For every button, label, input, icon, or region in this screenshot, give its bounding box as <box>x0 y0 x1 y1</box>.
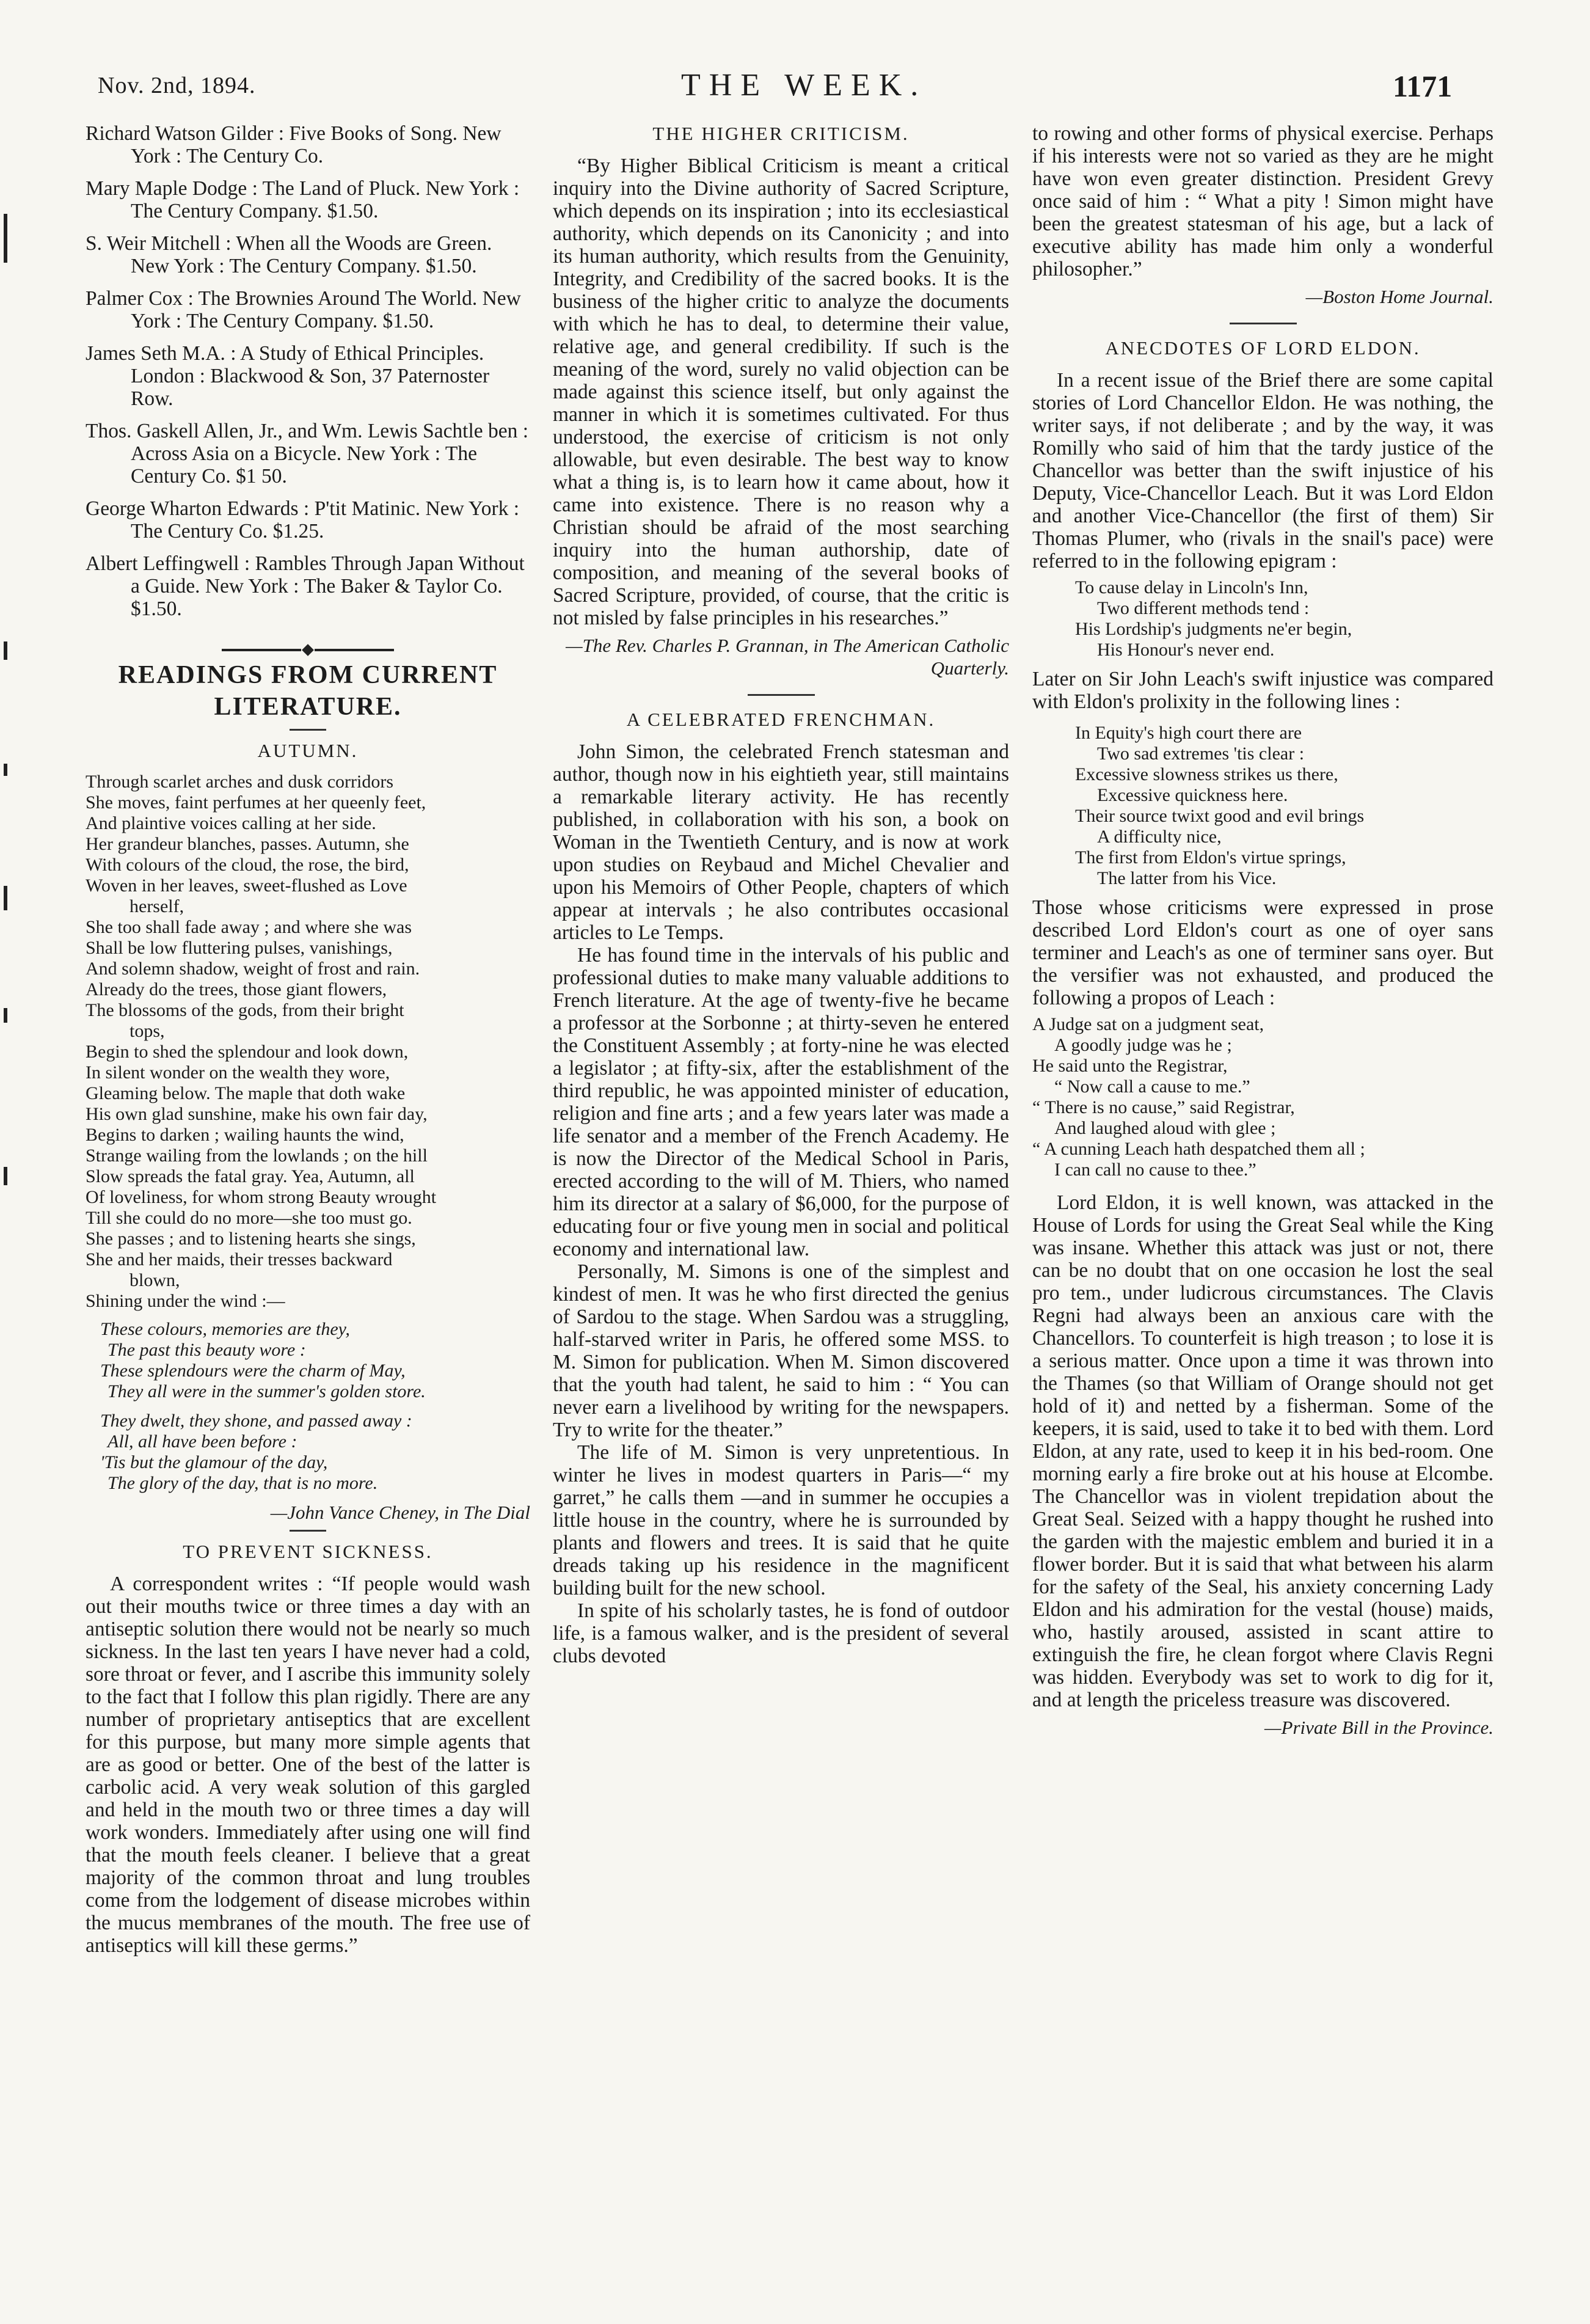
song-line: They dwelt, they shone, and passed away : <box>100 1411 412 1431</box>
poem-line: Already do the trees, those giant flowers, <box>86 979 387 999</box>
epigram-line: The first from Eldon's virtue springs, <box>1075 847 1346 868</box>
book-entry: Albert Leffingwell : Rambles Through Japan Without a Guide. New York : The Baker & Taylor Co. $1.50. <box>86 552 525 620</box>
epigram-line: Excessive slowness strikes us there, <box>1075 764 1338 784</box>
poem-line: Through scarlet arches and dusk corridors <box>86 772 393 792</box>
poem-line: Her grandeur blanches, passes. Autumn, she <box>86 834 409 854</box>
epigram-line: “ There is no cause,” said Registrar, <box>1032 1097 1295 1117</box>
epigram-line: Two sad extremes 'tis clear : <box>1097 744 1305 764</box>
poem-line: Slow spreads the fatal gray. Yea, Autumn, all <box>86 1166 415 1186</box>
song-line: 'Tis but the glamour of the day, <box>100 1452 328 1472</box>
poem-line: Strange wailing from the lowlands ; on the hill <box>86 1146 428 1166</box>
frenchman-paragraph: The life of M. Simon is very unpretentious. In winter he lives in modest quarters in Paris—“ my garret,” he calls them —and in summer he occupies a little house in the country, where he is surrounded by plants and flowers and trees. It is said that he quite dreads taking up his residence in the magnificent building built for the new school. <box>553 1441 1009 1599</box>
epigram-line: The latter from his Vice. <box>1097 868 1277 888</box>
song-line: The past this beauty wore : <box>108 1340 306 1360</box>
eldon-title: ANECDOTES OF LORD ELDON. <box>1105 337 1421 359</box>
autumn-poem <box>86 772 530 1312</box>
frenchman-paragraph: He has found time in the intervals of his public and professional duties to make many valuable additions to French literature. At the age of twenty-five he became a professor at the Sorbonne ; at thirty-seven he entered the Constituent Assembly ; at forty-nine he was elected a legislator ; at fifty-six, after the establishment of the third republic, he was appointed minister of education, religion and fine arts ; and a few years later was made a life senator and a member of the French Academy. He is now the Director of the Medical School in Paris, erected according to the will of M. Thiers, who named him its director at a salary of $6,000, for the purpose of educating four or five young men in social and political economy and international law. <box>553 944 1009 1260</box>
rule <box>290 1530 326 1532</box>
book-entry: Thos. Gaskell Allen, Jr., and Wm. Lewis Sachtle ben : Across Asia on a Bicycle. New York : The Century Co. $1 50. <box>86 420 529 488</box>
epigram-line: Excessive quickness here. <box>1097 785 1288 805</box>
book-entry: Richard Watson Gilder : Five Books of Song. New York : The Century Co. <box>86 122 501 167</box>
poem-line: In silent wonder on the wealth they wore, <box>86 1062 390 1083</box>
frenchman-paragraph: In spite of his scholarly tastes, he is fond of outdoor life, is a famous walker, and is the president of several clubs devoted <box>553 1599 1009 1667</box>
eldon-paragraph: Later on Sir John Leach's swift injustice was compared with Eldon's prolixity in the following lines : <box>1032 668 1493 713</box>
poem-line: Begin to shed the splendour and look down, <box>86 1042 409 1062</box>
epigram-line: A Judge sat on a judgment seat, <box>1032 1014 1264 1034</box>
autumn-attribution: —John Vance Cheney, in The Dial <box>270 1502 530 1523</box>
poem-line: With colours of the cloud, the rose, the bird, <box>86 855 409 875</box>
poem-line: Shall be low fluttering pulses, vanishings, <box>86 938 393 958</box>
epigram-line: In Equity's high court there are <box>1075 723 1302 743</box>
poem-line: Begins to darken ; wailing haunts the wind, <box>86 1125 404 1145</box>
book-entry: Mary Maple Dodge : The Land of Pluck. New York : The Century Company. $1.50. <box>86 177 520 222</box>
epigram-line: He said unto the Registrar, <box>1032 1056 1228 1076</box>
poem-line: And plaintive voices calling at her side. <box>86 813 376 833</box>
book-list <box>86 122 530 620</box>
song-line: The glory of the day, that is no more. <box>108 1473 378 1493</box>
readings-heading-line2: LITERATURE. <box>214 693 402 721</box>
book-entry: Palmer Cox : The Brownies Around The World. New York : The Century Company. $1.50. <box>86 287 521 332</box>
epigram-line: A goodly judge was he ; <box>1054 1035 1232 1055</box>
higher-criticism-title: THE HIGHER CRITICISM. <box>652 123 910 144</box>
poem-line: The blossoms of the gods, from their bright <box>86 1000 404 1020</box>
autumn-title: AUTUMN. <box>257 740 359 761</box>
frenchman-paragraph: John Simon, the celebrated French statesman and author, though now in his eightieth year, still maintains a remarkable literary activity. He has recently published, in collaboration with his son, a book on Woman in the Twentieth Century, and is now at work upon studies on Reybaud and Michel Chevalier and upon his Memoirs of Other People, chapters of which appear at intervals ; he also contributes occasional articles to Le Temps. <box>553 740 1009 944</box>
epigram-line: “ A cunning Leach hath despatched them all ; <box>1032 1139 1365 1159</box>
epigram-line: To cause delay in Lincoln's Inn, <box>1075 577 1308 597</box>
poem-line: She passes ; and to listening hearts she sings, <box>86 1229 416 1249</box>
higher-criticism-body: “By Higher Biblical Criticism is meant a critical inquiry into the Divine authority of Sacred Scripture, which depends on its inspiration ; into its ecclesiastical authority, which depends on its Canonicity ; and into its human authority, which results from the Genuinity, Integrity, and Credibility of the sacred books. It is the business of the higher critic to analyze the documents with which he has to deal, to determine their value, relative age, and general credibility. If such is the meaning of the word, surely no valid objection can be made against this science itself, but only against the manner in which it is sometimes cultivated. For thus understood, the exercise of criticism is not only allowable, but even desirable. The best way to know what a thing is, is to learn how it came about, how it came into existence. There is no reason why a Christian should be afraid of the most searching inquiry into the human authorship, date of composition, and meaning of the several books of Sacred Scripture, provided, of course, that the critic is not misled by false principles in his researches.” <box>553 155 1009 629</box>
epigram-line: Their source twixt good and evil brings <box>1075 806 1365 826</box>
epigram <box>1032 723 1493 889</box>
book-entry: S. Weir Mitchell : When all the Woods are Green. New York : The Century Company. $1.50. <box>86 232 492 277</box>
poem-line: blown, <box>129 1270 180 1290</box>
autumn-song <box>86 1319 530 1494</box>
book-entry: George Wharton Edwards : P'tit Matinic. New York : The Century Co. $1.25. <box>86 497 520 543</box>
rule <box>1230 323 1297 324</box>
rule <box>290 729 326 731</box>
epigram-line: I can call no cause to thee.” <box>1054 1160 1256 1180</box>
column-3 <box>1032 122 1493 1739</box>
sickness-body: A correspondent writes : “If people would wash out their mouths twice or three times a day with an antiseptic solution there would not be nearly so much sickness. In the last ten years I have never had a cold, sore throat or fever, and I ascribe this immunity solely to the fact that I follow this plan rigidly. There are any number of proprietary antiseptics that are excellent for this purpose, but many more simple agents that are as good or better. One of the best of the latter is carbolic acid. A very weak solution of this gargled and held in the mouth two or three times a day will work wonders. Immediately after using one will find that the mouth feels cleaner. I believe that a great majority of the common throat and lung troubles come from the lodgement of disease microbes within the mucus membranes of the mouth. The free use of antiseptics will kill these germs.” <box>86 1573 530 1957</box>
frenchman-paragraph: Personally, M. Simons is one of the simplest and kindest of men. It was he who first directed the genius of Sardou to the stage. When Sardou was a struggling, half-starved writer in Paris, he offered some MSS. to M. Simon for publication. When M. Simon discovered that the youth had talent, he said to him : “ You can never earn a livelihood by writing for the newspapers. Try to write for the theater.” <box>553 1260 1009 1441</box>
poem-line: Till she could do no more—she too must go. <box>86 1208 412 1228</box>
poem-line: She moves, faint perfumes at her queenly feet, <box>86 792 426 813</box>
eldon-paragraph: Those whose criticisms were expressed in prose described Lord Eldon's court as one of oyer sans terminer and Leach's as one of terminer sans oyer. But the versifier was not exhausted, and produced the following a propos of Leach : <box>1032 896 1493 1009</box>
issue-date: Nov. 2nd, 1894. <box>98 73 256 98</box>
page-number: 1171 <box>1393 69 1453 103</box>
poem-line: herself, <box>129 896 184 916</box>
rule <box>748 694 815 696</box>
poem-line: tops, <box>129 1021 165 1041</box>
poem-line: Gleaming below. The maple that doth wake <box>86 1083 406 1103</box>
frenchman-continued: to rowing and other forms of physical exercise. Perhaps if his interests were not so varied as they are he might have won even greater distinction. President Grevy once said of him : “ What a pity ! Simon might have been the greatest statesman of his age, but a lack of executive ability has made him only a wonderful philosopher.” <box>1032 122 1493 280</box>
epigram-line: And laughed aloud with glee ; <box>1054 1118 1276 1138</box>
song-line: All, all have been before : <box>108 1431 297 1452</box>
epigram-line: “ Now call a cause to me.” <box>1054 1076 1250 1097</box>
epigram-line: His Lordship's judgments ne'er begin, <box>1075 619 1352 639</box>
masthead-title: THE WEEK. <box>681 68 927 103</box>
column-2 <box>553 122 1009 1667</box>
poem-line: She and her maids, their tresses backward <box>86 1249 393 1270</box>
song-line: These splendours were the charm of May, <box>100 1361 406 1381</box>
readings-heading <box>86 659 530 723</box>
poem-line: Shining under the wind :— <box>86 1291 285 1311</box>
epigram <box>1032 1014 1493 1180</box>
poem-line: Woven in her leaves, sweet-flushed as Love <box>86 875 407 896</box>
epigram <box>1032 577 1493 660</box>
eldon-attribution: —Private Bill in the Province. <box>1264 1717 1493 1738</box>
sickness-title: TO PREVENT SICKNESS. <box>183 1541 433 1562</box>
epigram-line: A difficulty nice, <box>1097 827 1222 847</box>
ornament-divider <box>86 637 530 647</box>
poem-line: Of loveliness, for whom strong Beauty wrought <box>86 1187 437 1207</box>
poem-line: His own glad sunshine, make his own fair day, <box>86 1104 428 1124</box>
poem-line: And solemn shadow, weight of frost and rain. <box>86 959 420 979</box>
readings-heading-line1: READINGS FROM CURRENT <box>118 661 498 689</box>
eldon-paragraph: In a recent issue of the Brief there are some capital stories of Lord Chancellor Eldon. He was nothing, the writer says, if not deliberate ; and by the way, it was Romilly who said of him that the tardy justice of the Chancellor was better than the swift injustice of his Deputy, Vice-Chancellor Leach. But it was Lord Eldon and another Vice-Chancellor (the first of them) Sir Thomas Plumer, who (rivals in the snail's pace) were referred to in the following epigram : <box>1032 369 1493 572</box>
eldon-paragraph: Lord Eldon, it is well known, was attacked in the House of Lords for using the Great Seal while the King was insane. Whether this attack was just or not, there can be no doubt that on one occasion he lost the seal pro tem., under ludicrous circumstances. The Clavis Regni had always been an anxious care with the Chancellors. To counterfeit is high treason ; to lose it is a serious matter. Once upon a time it was thrown into the Thames (so that William of Orange should not get hold of it) and netted by a fisherman. Some of the keepers, it is said, used to take it to bed with them. Lord Eldon, at any rate, used to keep it in his bed-room. One morning early a fire broke out at his house at Elcombe. The Chancellor was in violent trepidation about the Great Seal. Seized with a happy thought he rushed into the garden with the majestic emblem and buried it in a flower border. But it is said that what between his alarm for the safety of the Seal, his anxiety concerning Lady Eldon and his admiration for the vestal (house) maids, who, hastily aroused, assisted in scant attire to extinguish the fire, he clean forgot where Clavis Regni was hidden. Everybody was set to work to dig for it, and at length the priceless treasure was discovered. <box>1032 1191 1493 1711</box>
column-1 <box>86 122 530 1957</box>
poem-line: She too shall fade away ; and where she was <box>86 917 412 937</box>
epigram-line: His Honour's never end. <box>1097 640 1275 660</box>
margin-marks <box>4 214 11 1252</box>
frenchman-attribution: —Boston Home Journal. <box>1305 286 1493 307</box>
frenchman-title: A CELEBRATED FRENCHMAN. <box>626 709 936 730</box>
song-line: They all were in the summer's golden store. <box>108 1381 426 1401</box>
higher-criticism-attribution: —The Rev. Charles P. Grannan, in The American Catholic Quarterly. <box>566 635 1009 679</box>
book-entry: James Seth M.A. : A Study of Ethical Principles. London : Blackwood & Son, 37 Paternoster Row. <box>86 342 490 410</box>
epigram-line: Two different methods tend : <box>1097 598 1310 618</box>
song-line: These colours, memories are they, <box>100 1319 350 1339</box>
